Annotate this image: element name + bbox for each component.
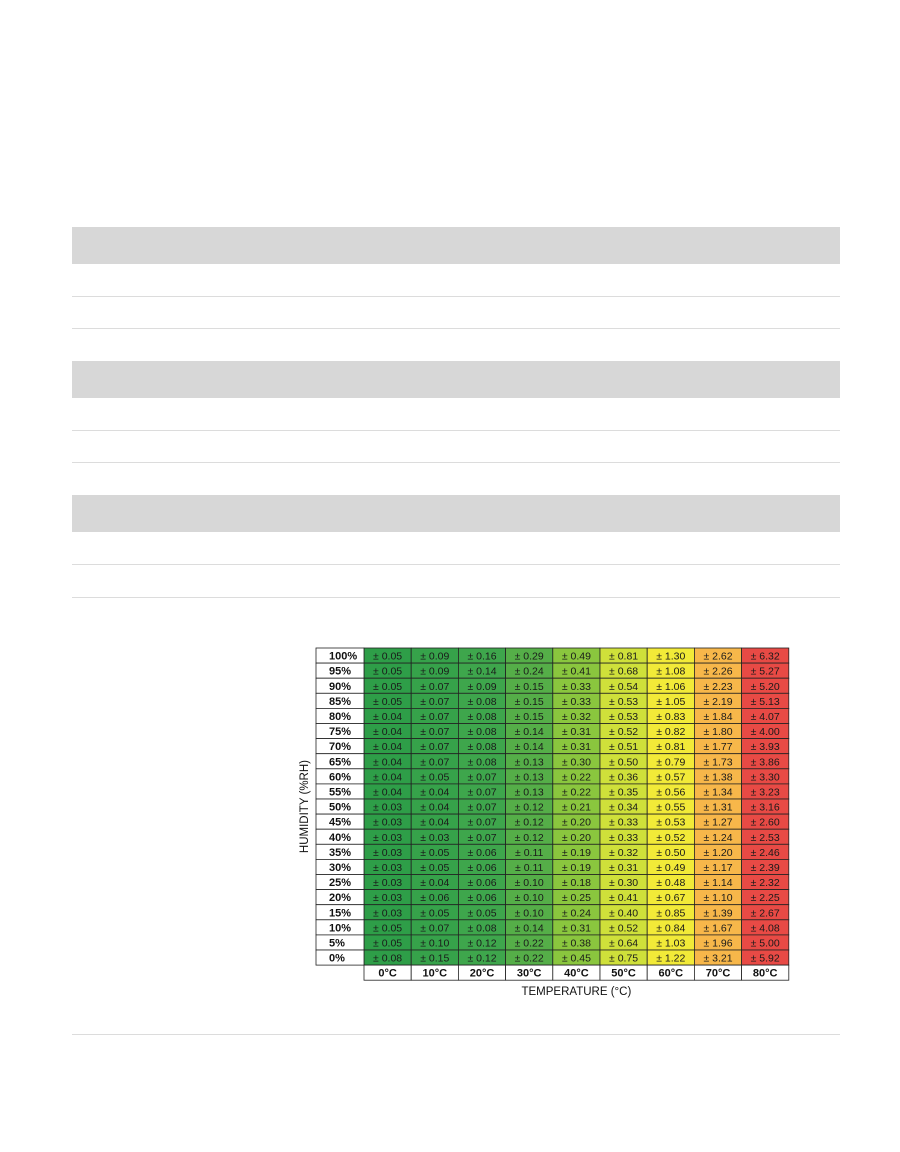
cell-value-label: ± 5.27 bbox=[750, 665, 780, 678]
cell-value-label: ± 0.48 bbox=[656, 877, 686, 890]
cell-value-label: ± 0.04 bbox=[420, 801, 450, 814]
cell-value-label: ± 0.54 bbox=[609, 680, 639, 693]
humidity-tick-label: 35% bbox=[329, 846, 352, 859]
cell-value-label: ± 0.50 bbox=[609, 756, 639, 769]
cell-value-label: ± 0.30 bbox=[609, 877, 639, 890]
cell-value-label: ± 0.68 bbox=[609, 665, 639, 678]
cell-value-label: ± 0.05 bbox=[373, 922, 403, 935]
cell-value-label: ± 0.07 bbox=[420, 756, 450, 769]
temperature-tick-label: 70°C bbox=[705, 967, 731, 980]
heatmap-svg bbox=[296, 644, 796, 1006]
temperature-tick-label: 60°C bbox=[658, 967, 684, 980]
cell-value-label: ± 0.13 bbox=[514, 756, 544, 769]
humidity-tick-label: 90% bbox=[329, 680, 352, 693]
cell-value-label: ± 0.56 bbox=[656, 786, 686, 799]
temperature-tick-label: 10°C bbox=[422, 967, 448, 980]
row-divider bbox=[72, 564, 840, 565]
cell-value-label: ± 2.39 bbox=[750, 861, 780, 874]
cell-value-label: ± 0.41 bbox=[561, 665, 591, 678]
cell-value-label: ± 1.10 bbox=[703, 892, 733, 905]
cell-value-label: ± 0.06 bbox=[467, 892, 497, 905]
cell-value-label: ± 1.96 bbox=[703, 937, 733, 950]
cell-value-label: ± 1.77 bbox=[703, 741, 733, 754]
cell-value-label: ± 0.20 bbox=[561, 831, 591, 844]
cell-value-label: ± 0.05 bbox=[420, 861, 450, 874]
humidity-tick-label: 40% bbox=[329, 831, 352, 844]
cell-value-label: ± 0.25 bbox=[561, 892, 591, 905]
cell-value-label: ± 0.03 bbox=[373, 831, 403, 844]
cell-value-label: ± 0.06 bbox=[467, 846, 497, 859]
cell-value-label: ± 0.03 bbox=[373, 877, 403, 890]
humidity-tick-label: 60% bbox=[329, 771, 352, 784]
cell-value-label: ± 0.04 bbox=[420, 786, 450, 799]
cell-value-label: ± 0.22 bbox=[561, 786, 591, 799]
cell-value-label: ± 3.93 bbox=[750, 741, 780, 754]
cell-value-label: ± 5.00 bbox=[750, 937, 780, 950]
cell-value-label: ± 0.08 bbox=[467, 726, 497, 739]
cell-value-label: ± 0.12 bbox=[514, 801, 544, 814]
cell-value-label: ± 1.84 bbox=[703, 710, 733, 723]
cell-value-label: ± 0.12 bbox=[467, 952, 497, 965]
cell-value-label: ± 0.35 bbox=[609, 786, 639, 799]
humidity-tick-label: 65% bbox=[329, 756, 352, 769]
cell-value-label: ± 1.22 bbox=[656, 952, 686, 965]
cell-value-label: ± 0.08 bbox=[467, 710, 497, 723]
cell-value-label: ± 0.82 bbox=[656, 726, 686, 739]
cell-value-label: ± 0.07 bbox=[420, 680, 450, 693]
cell-value-label: ± 0.03 bbox=[373, 861, 403, 874]
cell-value-label: ± 1.24 bbox=[703, 831, 733, 844]
humidity-tick-label: 70% bbox=[329, 741, 352, 754]
cell-value-label: ± 0.31 bbox=[561, 922, 591, 935]
humidity-tick-label: 45% bbox=[329, 816, 352, 829]
cell-value-label: ± 0.13 bbox=[514, 786, 544, 799]
cell-value-label: ± 0.50 bbox=[656, 846, 686, 859]
humidity-tick-label: 0% bbox=[329, 952, 345, 965]
cell-value-label: ± 0.07 bbox=[467, 831, 497, 844]
cell-value-label: ± 0.15 bbox=[514, 710, 544, 723]
cell-value-label: ± 0.05 bbox=[467, 907, 497, 920]
cell-value-label: ± 0.04 bbox=[373, 756, 403, 769]
cell-value-label: ± 0.08 bbox=[467, 756, 497, 769]
cell-value-label: ± 0.22 bbox=[514, 937, 544, 950]
cell-value-label: ± 0.53 bbox=[609, 695, 639, 708]
cell-value-label: ± 1.06 bbox=[656, 680, 686, 693]
cell-value-label: ± 2.25 bbox=[750, 892, 780, 905]
cell-value-label: ± 0.24 bbox=[514, 665, 544, 678]
humidity-tick-label: 50% bbox=[329, 801, 352, 814]
cell-value-label: ± 0.45 bbox=[561, 952, 591, 965]
humidity-tick-label: 75% bbox=[329, 726, 352, 739]
cell-value-label: ± 0.55 bbox=[656, 801, 686, 814]
cell-value-label: ± 1.14 bbox=[703, 877, 733, 890]
cell-value-label: ± 0.05 bbox=[420, 771, 450, 784]
cell-value-label: ± 0.34 bbox=[609, 801, 639, 814]
cell-value-label: ± 3.23 bbox=[750, 786, 780, 799]
cell-value-label: ± 0.52 bbox=[609, 726, 639, 739]
cell-value-label: ± 0.85 bbox=[656, 907, 686, 920]
temperature-tick-label: 80°C bbox=[752, 967, 778, 980]
cell-value-label: ± 0.14 bbox=[514, 726, 544, 739]
cell-value-label: ± 0.07 bbox=[467, 801, 497, 814]
cell-value-label: ± 0.84 bbox=[656, 922, 686, 935]
cell-value-label: ± 0.10 bbox=[514, 907, 544, 920]
cell-value-label: ± 1.38 bbox=[703, 771, 733, 784]
cell-value-label: ± 0.19 bbox=[561, 846, 591, 859]
cell-value-label: ± 2.53 bbox=[750, 831, 780, 844]
cell-value-label: ± 2.62 bbox=[703, 650, 733, 663]
cell-value-label: ± 0.06 bbox=[467, 861, 497, 874]
cell-value-label: ± 3.86 bbox=[750, 756, 780, 769]
cell-value-label: ± 0.52 bbox=[609, 922, 639, 935]
humidity-tick-label: 30% bbox=[329, 861, 352, 874]
cell-value-label: ± 0.64 bbox=[609, 937, 639, 950]
cell-value-label: ± 0.75 bbox=[609, 952, 639, 965]
cell-value-label: ± 0.04 bbox=[420, 816, 450, 829]
cell-value-label: ± 0.33 bbox=[561, 680, 591, 693]
cell-value-label: ± 0.67 bbox=[656, 892, 686, 905]
row-divider bbox=[72, 296, 840, 297]
cell-value-label: ± 0.05 bbox=[373, 695, 403, 708]
section-header-band-1 bbox=[72, 227, 840, 264]
cell-value-label: ± 0.07 bbox=[420, 726, 450, 739]
cell-value-label: ± 0.04 bbox=[420, 877, 450, 890]
cell-value-label: ± 2.19 bbox=[703, 695, 733, 708]
temperature-tick-label: 30°C bbox=[516, 967, 542, 980]
cell-value-label: ± 0.31 bbox=[561, 726, 591, 739]
cell-value-label: ± 3.30 bbox=[750, 771, 780, 784]
cell-value-label: ± 0.79 bbox=[656, 756, 686, 769]
cell-value-label: ± 0.09 bbox=[420, 650, 450, 663]
cell-value-label: ± 0.15 bbox=[514, 695, 544, 708]
cell-value-label: ± 0.57 bbox=[656, 771, 686, 784]
humidity-tick-label: 10% bbox=[329, 922, 352, 935]
cell-value-label: ± 0.08 bbox=[467, 922, 497, 935]
cell-value-label: ± 0.53 bbox=[609, 710, 639, 723]
humidity-tick-label: 80% bbox=[329, 710, 352, 723]
row-divider bbox=[72, 328, 840, 329]
cell-value-label: ± 0.04 bbox=[373, 786, 403, 799]
temperature-tick-label: 0°C bbox=[378, 967, 397, 980]
section-header-band-3 bbox=[72, 495, 840, 532]
cell-value-label: ± 4.08 bbox=[750, 922, 780, 935]
humidity-tick-label: 25% bbox=[329, 877, 352, 890]
cell-value-label: ± 0.05 bbox=[373, 937, 403, 950]
cell-value-label: ± 1.30 bbox=[656, 650, 686, 663]
cell-value-label: ± 1.17 bbox=[703, 861, 733, 874]
cell-value-label: ± 0.21 bbox=[561, 801, 591, 814]
cell-value-label: ± 0.14 bbox=[514, 741, 544, 754]
cell-value-label: ± 0.41 bbox=[609, 892, 639, 905]
cell-value-label: ± 0.04 bbox=[373, 771, 403, 784]
cell-value-label: ± 5.92 bbox=[750, 952, 780, 965]
humidity-tick-label: 15% bbox=[329, 907, 352, 920]
cell-value-label: ± 2.23 bbox=[703, 680, 733, 693]
cell-value-label: ± 0.07 bbox=[420, 741, 450, 754]
row-divider bbox=[72, 597, 840, 598]
cell-value-label: ± 0.51 bbox=[609, 741, 639, 754]
humidity-tick-label: 95% bbox=[329, 665, 352, 678]
cell-value-label: ± 0.04 bbox=[373, 741, 403, 754]
temperature-tick-label: 40°C bbox=[564, 967, 589, 980]
cell-value-label: ± 0.24 bbox=[561, 907, 591, 920]
cell-value-label: ± 0.07 bbox=[467, 786, 497, 799]
cell-value-label: ± 0.05 bbox=[373, 680, 403, 693]
row-divider bbox=[72, 462, 840, 463]
cell-value-label: ± 0.07 bbox=[420, 922, 450, 935]
cell-value-label: ± 0.36 bbox=[609, 771, 639, 784]
cell-value-label: ± 1.67 bbox=[703, 922, 733, 935]
cell-value-label: ± 0.03 bbox=[373, 816, 403, 829]
cell-value-label: ± 0.33 bbox=[609, 816, 639, 829]
humidity-tick-label: 100% bbox=[329, 650, 358, 663]
cell-value-label: ± 0.52 bbox=[656, 831, 686, 844]
cell-value-label: ± 0.31 bbox=[609, 861, 639, 874]
cell-value-label: ± 0.07 bbox=[467, 771, 497, 784]
cell-value-label: ± 1.39 bbox=[703, 907, 733, 920]
cell-value-label: ± 2.60 bbox=[750, 816, 780, 829]
cell-value-label: ± 0.04 bbox=[373, 710, 403, 723]
cell-value-label: ± 6.32 bbox=[750, 650, 780, 663]
cell-value-label: ± 0.10 bbox=[514, 892, 544, 905]
cell-value-label: ± 0.11 bbox=[515, 846, 544, 859]
cell-value-label: ± 0.08 bbox=[373, 952, 403, 965]
accuracy-heatmap bbox=[296, 644, 796, 1006]
cell-value-label: ± 0.22 bbox=[514, 952, 544, 965]
cell-value-label: ± 0.32 bbox=[561, 710, 591, 723]
cell-value-label: ± 0.08 bbox=[467, 741, 497, 754]
humidity-tick-label: 20% bbox=[329, 892, 352, 905]
cell-value-label: ± 1.05 bbox=[656, 695, 686, 708]
cell-value-label: ± 0.04 bbox=[373, 726, 403, 739]
cell-value-label: ± 0.31 bbox=[561, 741, 591, 754]
cell-value-label: ± 0.12 bbox=[514, 816, 544, 829]
cell-value-label: ± 0.49 bbox=[656, 861, 686, 874]
cell-value-label: ± 1.03 bbox=[656, 937, 686, 950]
cell-value-label: ± 0.16 bbox=[467, 650, 497, 663]
cell-value-label: ± 0.15 bbox=[514, 680, 544, 693]
cell-value-label: ± 0.07 bbox=[467, 816, 497, 829]
cell-value-label: ± 5.13 bbox=[750, 695, 780, 708]
cell-value-label: ± 0.07 bbox=[420, 695, 450, 708]
cell-value-label: ± 0.03 bbox=[420, 831, 450, 844]
cell-value-label: ± 0.40 bbox=[609, 907, 639, 920]
cell-value-label: ± 0.14 bbox=[514, 922, 544, 935]
section-header-band-2 bbox=[72, 361, 840, 398]
cell-value-label: ± 0.32 bbox=[609, 846, 639, 859]
cell-value-label: ± 1.31 bbox=[703, 801, 733, 814]
cell-value-label: ± 3.21 bbox=[703, 952, 733, 965]
cell-value-label: ± 4.07 bbox=[750, 710, 780, 723]
cell-value-label: ± 0.03 bbox=[373, 907, 403, 920]
cell-value-label: ± 0.29 bbox=[514, 650, 544, 663]
cell-value-label: ± 1.73 bbox=[703, 756, 733, 769]
cell-value-label: ± 5.20 bbox=[750, 680, 780, 693]
cell-value-label: ± 0.05 bbox=[420, 846, 450, 859]
cell-value-label: ± 0.81 bbox=[656, 741, 686, 754]
cell-value-label: ± 0.33 bbox=[561, 695, 591, 708]
cell-value-label: ± 0.07 bbox=[420, 710, 450, 723]
y-axis-title: HUMIDITY (%RH) bbox=[299, 760, 311, 854]
cell-value-label: ± 0.06 bbox=[420, 892, 450, 905]
cell-value-label: ± 1.27 bbox=[703, 816, 733, 829]
cell-value-label: ± 0.05 bbox=[420, 907, 450, 920]
humidity-tick-label: 5% bbox=[329, 937, 345, 950]
x-axis-title: TEMPERATURE (°C) bbox=[521, 986, 632, 999]
cell-value-label: ± 1.20 bbox=[703, 846, 733, 859]
cell-value-label: ± 0.38 bbox=[561, 937, 591, 950]
cell-value-label: ± 0.03 bbox=[373, 801, 403, 814]
cell-value-label: ± 0.10 bbox=[420, 937, 450, 950]
cell-value-label: ± 1.80 bbox=[703, 726, 733, 739]
cell-value-label: ± 0.03 bbox=[373, 892, 403, 905]
cell-value-label: ± 0.09 bbox=[467, 680, 497, 693]
cell-value-label: ± 0.19 bbox=[561, 861, 591, 874]
temperature-tick-label: 20°C bbox=[469, 967, 495, 980]
cell-value-label: ± 0.12 bbox=[514, 831, 544, 844]
humidity-tick-label: 55% bbox=[329, 786, 352, 799]
cell-value-label: ± 0.18 bbox=[561, 877, 591, 890]
cell-value-label: ± 0.05 bbox=[373, 650, 403, 663]
cell-value-label: ± 0.81 bbox=[609, 650, 639, 663]
cell-value-label: ± 2.46 bbox=[750, 846, 780, 859]
temperature-tick-label: 50°C bbox=[611, 967, 636, 980]
cell-value-label: ± 0.13 bbox=[514, 771, 544, 784]
cell-value-label: ± 1.34 bbox=[703, 786, 733, 799]
cell-value-label: ± 0.33 bbox=[609, 831, 639, 844]
cell-value-label: ± 0.83 bbox=[656, 710, 686, 723]
cell-value-label: ± 0.08 bbox=[467, 695, 497, 708]
row-divider bbox=[72, 1034, 840, 1035]
cell-value-label: ± 1.08 bbox=[656, 665, 686, 678]
cell-value-label: ± 0.11 bbox=[515, 861, 544, 874]
cell-value-label: ± 0.12 bbox=[467, 937, 497, 950]
cell-value-label: ± 2.26 bbox=[703, 665, 733, 678]
cell-value-label: ± 0.30 bbox=[561, 756, 591, 769]
cell-value-label: ± 0.10 bbox=[514, 877, 544, 890]
cell-value-label: ± 2.67 bbox=[750, 907, 780, 920]
cell-value-label: ± 0.22 bbox=[561, 771, 591, 784]
cell-value-label: ± 0.14 bbox=[467, 665, 497, 678]
cell-value-label: ± 3.16 bbox=[750, 801, 780, 814]
cell-value-label: ± 0.49 bbox=[561, 650, 591, 663]
cell-value-label: ± 0.09 bbox=[420, 665, 450, 678]
cell-value-label: ± 0.03 bbox=[373, 846, 403, 859]
cell-value-label: ± 0.20 bbox=[561, 816, 591, 829]
cell-value-label: ± 0.15 bbox=[420, 952, 450, 965]
cell-value-label: ± 0.53 bbox=[656, 816, 686, 829]
cell-value-label: ± 4.00 bbox=[750, 726, 780, 739]
cell-value-label: ± 2.32 bbox=[750, 877, 780, 890]
row-divider bbox=[72, 430, 840, 431]
humidity-tick-label: 85% bbox=[329, 695, 352, 708]
cell-value-label: ± 0.05 bbox=[373, 665, 403, 678]
cell-value-label: ± 0.06 bbox=[467, 877, 497, 890]
